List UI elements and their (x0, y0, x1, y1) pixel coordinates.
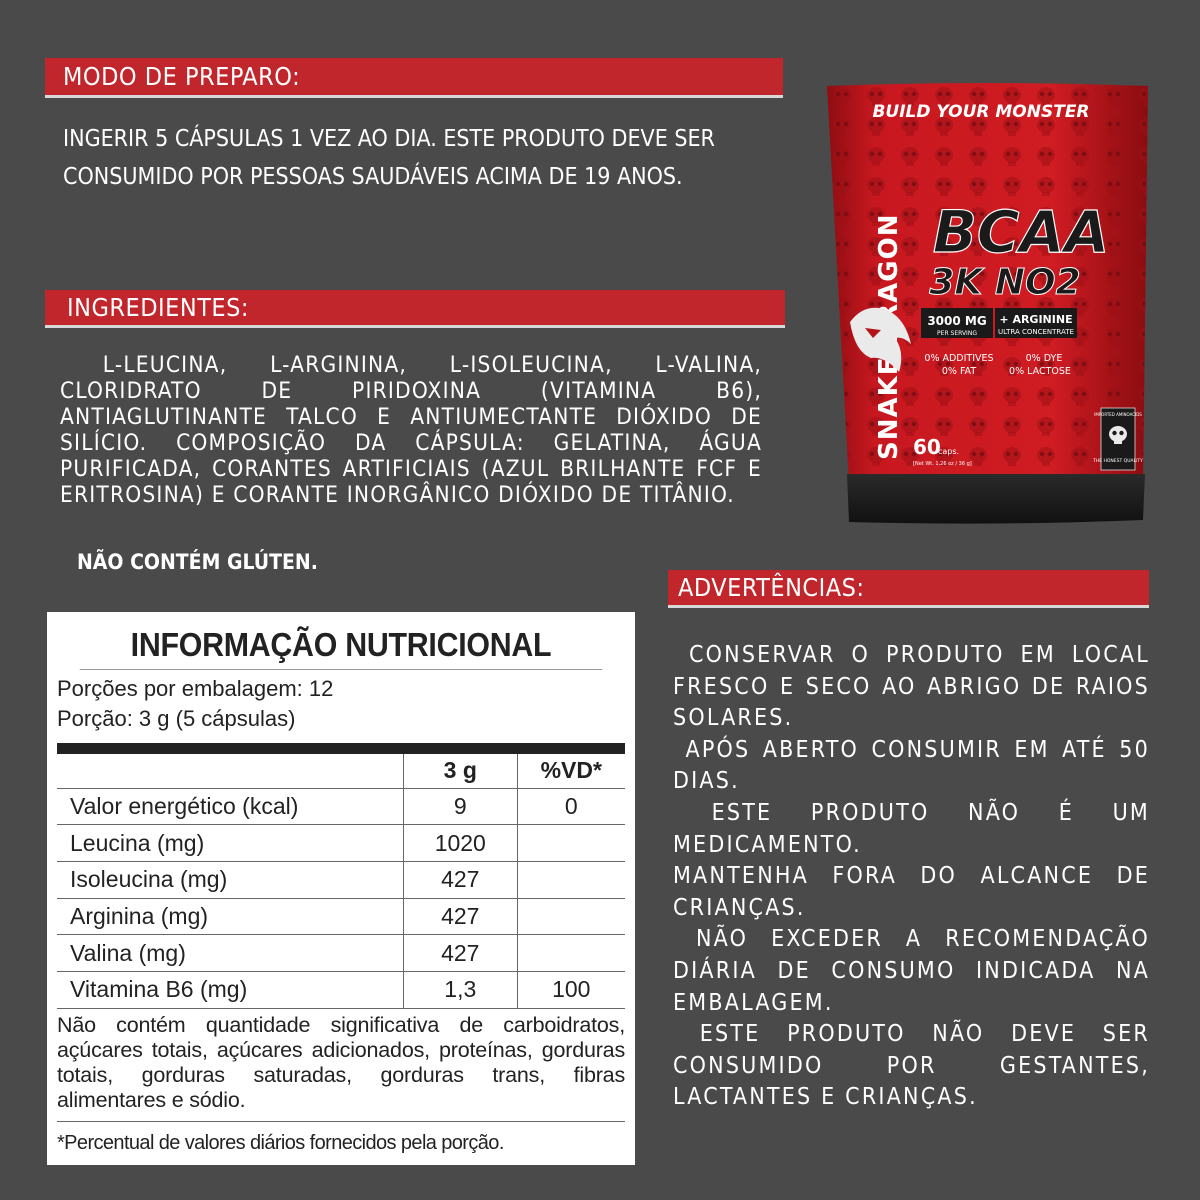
product-net-wt: [Net Wt. 1,26 oz / 36 g] (913, 461, 972, 467)
product-count-unit: caps. (938, 447, 960, 456)
product-tagline: BUILD YOUR MONSTER (872, 102, 1090, 122)
advertencias-heading: ADVERTÊNCIAS: (678, 573, 865, 602)
header-amount: 3 g (403, 754, 517, 788)
advertencia-item: ESTE PRODUTO NÃO É UM MEDICAMENTO. (673, 799, 1150, 858)
nutrient-vd: 100 (517, 971, 625, 1008)
table-row (57, 898, 625, 935)
nutrient-amount: 1,3 (403, 971, 517, 1008)
nutrient-vd (517, 861, 625, 898)
advertencias-heading-bar (668, 570, 1149, 608)
nutrient-vd (517, 898, 625, 935)
gluten-notice: NÃO CONTÉM GLÚTEN. (77, 550, 318, 574)
nutrient-name: Isoleucina (mg) (57, 861, 403, 898)
portion-size: Porção: 3 g (5 cápsulas) (57, 706, 296, 731)
advertencia-item: MANTENHA FORA DO ALCANCE DE CRIANÇAS. (673, 863, 1150, 921)
ingredientes-heading: INGREDIENTES: (67, 293, 250, 322)
percent-note: *Percentual de valores diários fornecidos pela porção. (57, 1131, 504, 1154)
table-header-row (57, 754, 625, 788)
nutrient-name: Valor energético (kcal) (57, 788, 403, 825)
nutrition-table (57, 754, 625, 1009)
portions-per-package: Porções por embalagem: 12 (57, 676, 334, 701)
product-bag-image (825, 82, 1150, 527)
preparo-heading: MODO DE PREPARO: (63, 62, 301, 91)
nutrition-footnote: Não contém quantidade significativa de carboidratos, açúcares totais, açúcares adicionados, proteínas, gorduras totais, gorduras saturadas, gorduras trans, fibras alimentares e sódio. (57, 1009, 625, 1122)
nutrient-amount: 427 (403, 935, 517, 972)
nutrient-vd (517, 935, 625, 972)
header-nutrient (57, 754, 403, 788)
product-dose: 3000 MG (927, 314, 987, 328)
product-name-line2: 3K NO2 (929, 262, 1081, 303)
product-extra: + ARGININE (999, 313, 1073, 326)
nutrient-vd: 0 (517, 788, 625, 825)
advertencia-item: NÃO EXCEDER A RECOMENDAÇÃO DIÁRIA DE CONSUMO INDICADA NA EMBALAGEM. (673, 926, 1150, 1016)
ingredientes-text (60, 352, 762, 508)
preparo-text: INGERIR 5 CÁPSULAS 1 VEZ AO DIA. ESTE PRODUTO DEVE SER CONSUMIDO POR PESSOAS SAUDÁVEIS ACIMA DE 19 ANOS. (63, 126, 715, 190)
advertencias-list (673, 640, 1150, 1114)
product-badge-top: IMPORTED AMINOACIDS (1094, 412, 1142, 417)
nutrition-title: INFORMAÇÃO NUTRICIONAL (80, 612, 603, 670)
table-row (57, 825, 625, 862)
ingredientes-heading-bar (45, 290, 785, 328)
header-vd: %VD* (517, 754, 625, 788)
product-claim-2: 0% DYE (1025, 353, 1063, 364)
product-claim-3: 0% FAT (941, 366, 977, 377)
table-row (57, 788, 625, 825)
nutrient-name: Valina (mg) (57, 935, 403, 972)
product-count: 60 (913, 435, 941, 459)
advertencia-item: CONSERVAR O PRODUTO EM LOCAL FRESCO E SECO AO ABRIGO DE RAIOS SOLARES. (673, 642, 1150, 732)
advertencia-item: APÓS ABERTO CONSUMIR EM ATÉ 50 DIAS. (673, 736, 1150, 795)
table-row (57, 935, 625, 972)
ingredientes-text-content: L-LEUCINA, L-ARGININA, L-ISOLEUCINA, L-VALINA, CLORIDRATO DE PIRIDOXINA (VITAMINA B6), ANTIAGLUTINANTE TALCO E ANTIUMECTANTE DIÓXIDO DE SILÍCIO. COMPOSIÇÃO DA CÁPSULA: GELATINA, ÁGUA PURIFICADA, CORANTES ARTIFICIAIS (AZUL BRILHANTE FCF E ERITROSINA) E CORANTE INORGÂNICO DIÓXIDO DE TITÂNIO. (60, 352, 762, 508)
table-row (57, 971, 625, 1008)
nutrient-name: Leucina (mg) (57, 825, 403, 862)
nutrient-amount: 1020 (403, 825, 517, 862)
product-claim-4: 0% LACTOSE (1009, 366, 1071, 377)
product-extra-sub: ULTRA CONCENTRATE (998, 328, 1074, 336)
table-row (57, 861, 625, 898)
advertencia-item: ESTE PRODUTO NÃO DEVE SER CONSUMIDO POR GESTANTES, LACTANTES E CRIANÇAS. (673, 1021, 1150, 1111)
product-claim-1: 0% ADDITIVES (924, 353, 994, 364)
nutrient-amount: 427 (403, 898, 517, 935)
product-dose-sub: PER SERVING (937, 330, 977, 337)
product-badge-bottom: THE HONEST QUALITY (1093, 459, 1143, 464)
nutrition-facts-panel (47, 612, 635, 1165)
product-name-line1: BCAA (932, 198, 1110, 266)
nutrient-amount: 427 (403, 861, 517, 898)
thick-divider (57, 743, 625, 754)
nutrient-name: Vitamina B6 (mg) (57, 971, 403, 1008)
nutrient-vd (517, 825, 625, 862)
nutrient-amount: 9 (403, 788, 517, 825)
preparo-heading-bar (45, 58, 783, 98)
nutrient-name: Arginina (mg) (57, 898, 403, 935)
